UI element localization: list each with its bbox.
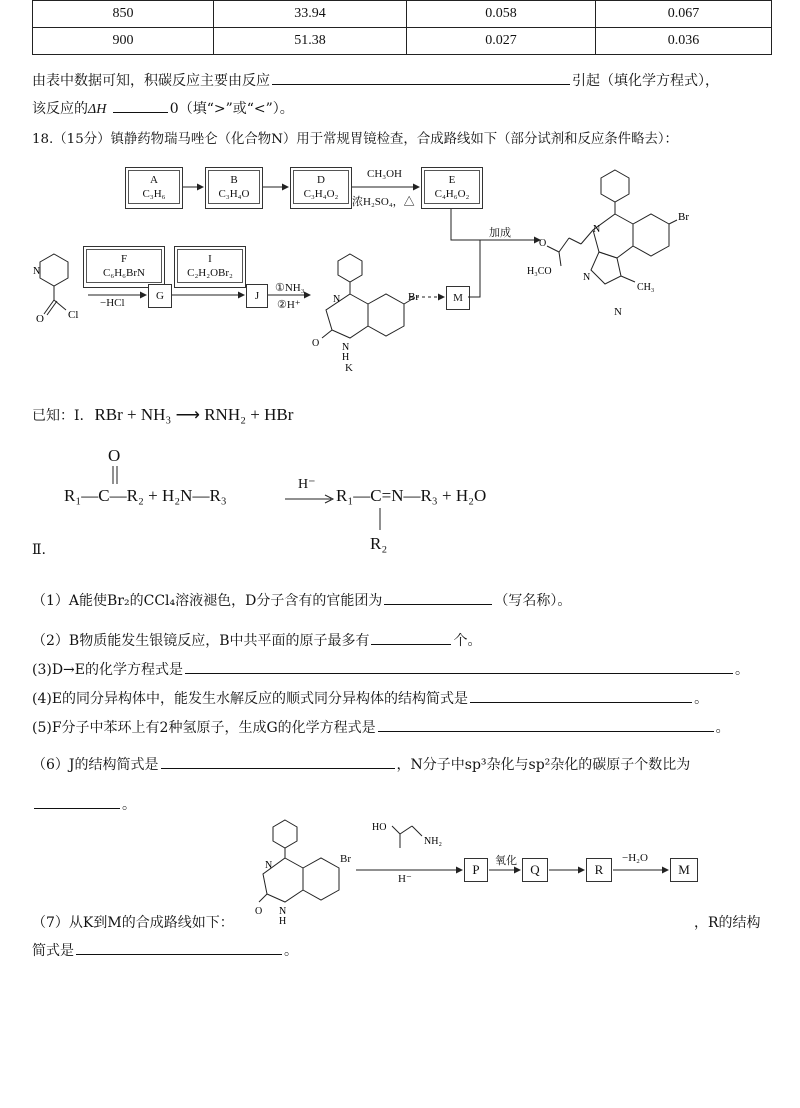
- question-text: 简式是: [32, 943, 74, 959]
- label-minus-h2o: −H₂O: [622, 852, 648, 864]
- question-text: 。: [284, 943, 298, 959]
- n-atom-label: N: [33, 266, 41, 277]
- o-atom-label: O: [255, 906, 263, 917]
- question-text: ，R的结构: [694, 915, 761, 931]
- question-7-line-2: [32, 940, 298, 960]
- label-K: K: [345, 362, 353, 374]
- n-atom-label: N: [279, 906, 287, 917]
- question-7: [32, 912, 234, 932]
- n-atom-label: N: [333, 294, 341, 305]
- question-text: （1）A能使Br₂的CCl₄溶液褪色，D分子含有的官能团为: [32, 593, 383, 609]
- equation-2-condition: H⁻: [298, 477, 316, 492]
- known-equation-1: RBr + NH₃ ⟶ RNH₂ + HBr: [94, 405, 294, 424]
- box-G: G: [148, 284, 172, 308]
- delta-h: ΔH: [88, 102, 107, 117]
- cl-atom-label: Cl: [68, 309, 79, 321]
- question-3: [32, 659, 749, 679]
- box-formula: C₄H₆O₂: [434, 188, 470, 200]
- n-atom-label: N: [593, 224, 601, 235]
- br-atom-label: Br: [678, 211, 689, 223]
- carbonyl-o: O: [108, 446, 121, 465]
- intro-text: 引起（填化学方程式），: [572, 73, 719, 89]
- answer-blank[interactable]: [384, 603, 492, 605]
- table-cell: 33.94: [214, 1, 407, 28]
- intro-text: 该反应的: [32, 101, 88, 117]
- table-cell: 0.027: [407, 28, 596, 55]
- box-letter: A: [150, 174, 158, 186]
- box-letter: E: [448, 174, 456, 186]
- intro-text: 0（填“>”或“<”）。: [169, 101, 294, 117]
- r2-label: R₂: [370, 534, 388, 553]
- n-atom-label: N: [342, 342, 350, 353]
- answer-blank[interactable]: [185, 672, 733, 674]
- box-formula: C₃H₄O₂: [303, 188, 339, 200]
- pyridine-acyl-chloride-structure: [30, 248, 100, 328]
- box-letter: F: [120, 253, 128, 265]
- h-atom-label: H: [279, 916, 287, 927]
- compound-k-structure-small: [255, 816, 345, 936]
- q18-header: 18.（15分）镇静药物瑞马唑仑（化合物N）用于常规胃镜检查，合成路线如下（部分试剂和反应条件略去）：: [32, 132, 678, 147]
- intro-text: 由表中数据可知，积碳反应主要由反应: [32, 73, 270, 89]
- reagent-ch3oh: CH₃OH: [367, 168, 403, 180]
- box-M: M: [446, 286, 470, 310]
- question-text: （6）J的结构简式是: [32, 757, 159, 773]
- box-formula: C₆H₆BrN: [103, 267, 145, 279]
- known-label-2: Ⅱ.: [32, 542, 46, 558]
- o-atom-label: O: [36, 313, 44, 325]
- question-text: （写名称）。: [494, 593, 572, 609]
- reagent-h2so4: 浓H₂SO₄，△: [352, 196, 415, 208]
- br-atom-label: Br: [408, 291, 419, 303]
- compound-n-structure: [525, 162, 715, 302]
- compound-k-structure: [310, 250, 420, 370]
- box-formula: C₃H₆: [142, 188, 166, 200]
- reagent-h-plus: ②H⁺: [277, 299, 301, 311]
- question-text: 个。: [453, 633, 482, 649]
- question-text: （7）从K到M的合成路线如下：: [32, 915, 234, 931]
- label-oxidation: 氧化: [495, 855, 517, 867]
- answer-blank[interactable]: [378, 730, 714, 732]
- table-cell: 850: [33, 1, 214, 28]
- known-label: 已知：Ⅰ.: [32, 408, 84, 424]
- table-cell: 0.058: [407, 1, 596, 28]
- box-J: J: [246, 284, 268, 308]
- equation-2-left: R₁—C—R₂ + H₂N—R₃: [64, 486, 227, 505]
- nh2-label: NH₂: [424, 836, 442, 847]
- box-letter: B: [230, 174, 238, 186]
- question-5: [32, 717, 730, 737]
- question-text: (3)D→E的化学方程式是: [32, 662, 184, 678]
- ho-label: HO: [372, 822, 387, 833]
- answer-blank[interactable]: [76, 953, 282, 955]
- table-cell: 0.036: [596, 28, 772, 55]
- br-atom-label: Br: [340, 853, 351, 865]
- question-text: (4)E的同分异构体中，能发生水解反应的顺式同分异构体的结构简式是: [32, 691, 469, 707]
- ch3-label: CH₃: [637, 282, 655, 293]
- table-cell: 51.38: [214, 28, 407, 55]
- n-atom-label: N: [265, 860, 273, 871]
- box-M-2: M: [670, 858, 698, 882]
- question-text: ，N分子中sp³杂化与sp²杂化的碳原子个数比为: [396, 757, 691, 773]
- equation-2-arrow: [285, 494, 335, 504]
- box-formula: C₂H₂OBr₂: [187, 267, 233, 279]
- question-4: [32, 688, 708, 708]
- box-letter: D: [317, 174, 325, 186]
- o-atom-label: O: [312, 338, 320, 349]
- h-atom-label: H: [342, 352, 350, 363]
- question-text: 。: [122, 797, 136, 813]
- question-text: 。: [715, 720, 730, 736]
- table-cell: 900: [33, 28, 214, 55]
- carbonyl-bond: [110, 466, 120, 486]
- label-addition: 加成: [489, 227, 511, 239]
- question-6-cont: [32, 794, 136, 814]
- question-6: [32, 754, 690, 774]
- question-7-tail: [694, 912, 761, 932]
- box-letter: I: [208, 253, 212, 265]
- question-text: （2）B物质能发生银镜反应，B中共平面的原子最多有: [32, 633, 370, 649]
- r2-bond: [377, 508, 383, 532]
- reagent-h-minus: H⁻: [398, 873, 412, 885]
- known-section-1: [32, 405, 293, 425]
- reagent-nh3: ①NH₃: [275, 282, 305, 294]
- reagent-minus-hcl: −HCl: [100, 297, 125, 309]
- question-2: [32, 630, 481, 650]
- n-atom-label: N: [583, 272, 591, 283]
- amino-alcohol-structure: [370, 818, 450, 858]
- o-atom-label: O: [539, 238, 547, 249]
- question-text: 。: [735, 662, 750, 678]
- question-text: 。: [694, 691, 709, 707]
- answer-blank[interactable]: [161, 767, 395, 769]
- box-P: P: [464, 858, 488, 882]
- answer-blank[interactable]: [470, 701, 692, 703]
- box-Q: Q: [522, 858, 548, 882]
- box-R: R: [586, 858, 612, 882]
- answer-blank[interactable]: [34, 807, 120, 809]
- label-N: N: [614, 306, 622, 318]
- equation-2-right: R₁—C=N—R₃ + H₂O: [336, 486, 487, 505]
- answer-blank[interactable]: [371, 643, 451, 645]
- question-text: (5)F分子中苯环上有2种氢原子，生成G的化学方程式是: [32, 720, 376, 736]
- question-1: [32, 590, 571, 610]
- table-cell: 0.067: [596, 1, 772, 28]
- box-formula: C₃H₄O: [218, 188, 250, 200]
- h3co-label: H₃CO: [527, 266, 552, 277]
